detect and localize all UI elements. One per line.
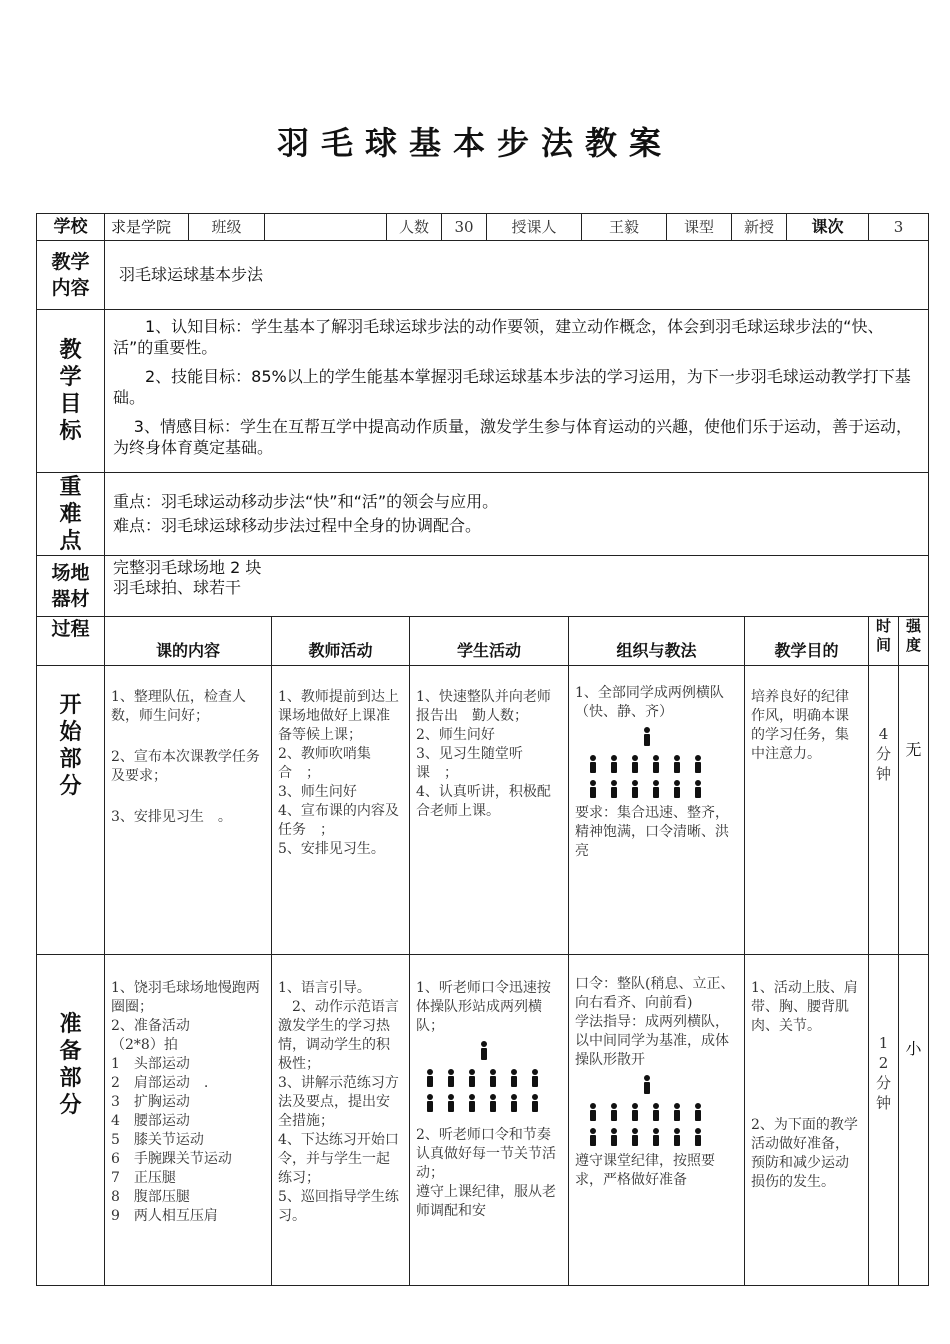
prep-org-item: 学法指导：成两列横队，以中间同学为基准，成体操队形散开 <box>575 1014 729 1068</box>
venue-label-2: 器材 <box>51 588 90 610</box>
prep-teacher-item: 4、下达练习开始口令，并与学生一起练习； <box>278 1132 399 1186</box>
prep-label <box>37 955 105 1286</box>
start-time-1: 分 <box>875 745 891 763</box>
prep-content-item: 6 手腕踝关节运动 <box>111 1151 232 1167</box>
prep-organization <box>569 955 745 1286</box>
start-teacher-item: 5、安排见习生。 <box>278 841 385 857</box>
col-student: 学生活动 <box>410 617 569 666</box>
venue-label-1: 场地 <box>51 562 90 584</box>
row-1 <box>427 1069 538 1087</box>
start-label <box>37 666 105 955</box>
start-content-item: 3、安排见习生 。 <box>111 809 232 825</box>
page-title: 羽毛球基本步法教案 <box>276 124 673 162</box>
goals-label-3: 标 <box>59 419 82 444</box>
prep-content-item: 2、准备活动 <box>111 1018 190 1034</box>
key-difficulty: 难点：羽毛球运球移动步法过程中全身的协调配合。 <box>113 516 482 535</box>
prep-content <box>105 955 272 1286</box>
content-label-1: 教学 <box>51 251 90 273</box>
start-student-item: 3、见习生随堂听课 ； <box>416 746 523 781</box>
goal-skill: 2、技能目标：85%以上的学生能基本掌握羽毛球运球基本步法的学习运用，为下一步羽毛球运动教学打下基础。 <box>113 367 911 407</box>
prep-content-item: 2 肩部运动 . <box>111 1075 209 1091</box>
prep-content-item: 3 扩胸运动 <box>111 1094 190 1110</box>
prep-purpose-item: 1、活动上肢、肩带、胸、腰背肌肉、关节。 <box>751 980 858 1034</box>
process-header-row <box>37 617 929 666</box>
prep-time-1: 2 <box>878 1054 889 1072</box>
key-row <box>37 473 929 556</box>
start-student-item: 4、认真听讲，积极配合老师上课。 <box>416 784 551 819</box>
class-label: 班级 <box>189 214 265 241</box>
prep-content-item: 8 腹部压腿 <box>111 1189 190 1205</box>
key-label-2: 点 <box>59 528 82 554</box>
type-label: 课型 <box>667 214 732 241</box>
col-content: 课的内容 <box>105 617 272 666</box>
venue-label <box>37 556 105 617</box>
row-1 <box>590 1103 701 1121</box>
key-focus: 重点：羽毛球运动移动步法“快”和“活”的领会与应用。 <box>113 492 499 511</box>
prep-content-item: 4 腰部运动 <box>111 1113 190 1129</box>
key-label <box>37 473 105 556</box>
goals-label-0: 教 <box>59 338 82 363</box>
venue-text <box>105 556 929 617</box>
start-student-item: 2、师生问好 <box>416 727 495 743</box>
start-label-2: 部 <box>59 747 82 772</box>
goals-label-2: 目 <box>59 392 82 417</box>
formation-figure-prep-1 <box>422 1040 562 1114</box>
venue-line-2: 羽毛球拍、球若干 <box>113 578 242 597</box>
goal-cognitive: 1、认知目标：学生基本了解羽毛球运球步法的动作要领，建立动作概念，体会到羽毛球运球步法的“快、活”的重要性。 <box>113 317 884 357</box>
school-label: 学校 <box>37 214 105 241</box>
prep-teacher-item: 2、动作示范语言激发学生的学习热情，调动学生的积极性； <box>278 999 399 1072</box>
prep-time <box>869 955 899 1286</box>
teacher-label: 授课人 <box>487 214 582 241</box>
start-label-1: 始 <box>59 720 82 745</box>
start-content-item: 2、宣布本次课教学任务及要求； <box>111 749 260 784</box>
goals-label-1: 学 <box>59 365 82 390</box>
prep-label-1: 备 <box>59 1039 82 1064</box>
row-2 <box>590 780 701 798</box>
prep-content-item: 9 两人相互压肩 <box>111 1208 218 1224</box>
prep-time-0: 1 <box>878 1034 889 1052</box>
key-label-0: 重 <box>59 474 82 500</box>
type-value: 新授 <box>732 214 787 241</box>
start-student-item: 1、快速整队并向老师报告出 勤人数； <box>416 689 551 724</box>
prep-purpose <box>745 955 869 1286</box>
prep-org-item: 口令：整队(稍息、立正、向右看齐、向前看) <box>575 976 735 1011</box>
prep-time-2: 分 <box>875 1074 891 1092</box>
teacher-figure <box>481 1041 487 1060</box>
prep-student-item: 遵守上课纪律，服从老师调配和安 <box>416 1184 556 1219</box>
prep-label-2: 部 <box>59 1066 82 1091</box>
content-row <box>37 241 929 310</box>
prep-content-item: 7 正压腿 <box>111 1170 176 1186</box>
prep-org-item: 遵守课堂纪律，按照要求，严格做好准备 <box>575 1153 715 1188</box>
prep-label-3: 分 <box>59 1093 82 1118</box>
col-time-0: 时 <box>875 617 891 635</box>
teacher-figure <box>644 1075 650 1094</box>
key-label-1: 难 <box>59 501 82 527</box>
prep-purpose-item: 2、为下面的教学活动做好准备，预防和减少运动损伤的发生。 <box>751 1117 858 1190</box>
col-time <box>869 617 899 666</box>
col-intensity <box>899 617 929 666</box>
start-org-item: 要求：集合迅速、整齐，精神饱满，口令清晰、洪亮 <box>575 805 729 859</box>
prep-teacher-item: 5、巡回指导学生练习。 <box>278 1189 399 1224</box>
col-organization: 组织与教法 <box>569 617 745 666</box>
prep-content-item: 5 膝关节运动 <box>111 1132 204 1148</box>
col-purpose: 教学目的 <box>745 617 869 666</box>
goals-label <box>37 310 105 473</box>
prep-content-item: 1、饶羽毛球场地慢跑两圈圈； <box>111 980 260 1015</box>
start-label-0: 开 <box>59 693 82 718</box>
process-label: 过程 <box>37 617 105 666</box>
count-value: 30 <box>442 214 487 241</box>
content-label <box>37 241 105 310</box>
col-intensity-0: 强 <box>906 617 922 635</box>
start-time-2: 钟 <box>875 765 891 783</box>
header-row <box>37 214 929 241</box>
start-purpose: 培养良好的纪律作风，明确本课的学习任务，集中注意力。 <box>745 666 869 955</box>
lesson-plan-table <box>36 213 928 1286</box>
start-content-item: 1、整理队伍，检查人数，师生问好； <box>111 689 246 724</box>
key-text <box>105 473 929 556</box>
start-time <box>869 666 899 955</box>
formation-figure-prep-2 <box>581 1074 741 1148</box>
prep-content-item: （2*8）拍 <box>111 1037 178 1053</box>
prep-intensity: 小 <box>899 955 929 1286</box>
start-time-0: 4 <box>878 725 889 743</box>
row-1 <box>590 755 701 773</box>
start-row <box>37 666 929 955</box>
prep-content-item: 1 头部运动 <box>111 1056 190 1072</box>
col-teacher: 教师活动 <box>272 617 410 666</box>
school-value: 求是学院 <box>105 214 189 241</box>
prep-teacher-item: 1、语言引导。 <box>278 980 371 996</box>
start-content <box>105 666 272 955</box>
prep-student-item: 2、听老师口令和节奏认真做好每一节关节活动； <box>416 1127 556 1181</box>
row-2 <box>590 1128 701 1146</box>
goals-row <box>37 310 929 473</box>
prep-teacher-item: 3、讲解示范练习方法及要点，提出安全措施； <box>278 1075 399 1129</box>
goals-text <box>105 310 929 473</box>
start-label-3: 分 <box>59 774 82 799</box>
start-teacher <box>272 666 410 955</box>
teacher-value: 王毅 <box>582 214 667 241</box>
prep-label-0: 准 <box>59 1012 82 1037</box>
start-intensity: 无 <box>899 666 929 955</box>
prep-time-3: 钟 <box>875 1094 891 1112</box>
prep-student-item: 1、听老师口令迅速按体操队形站成两列横队； <box>416 980 551 1034</box>
prep-teacher <box>272 955 410 1286</box>
start-org-item: 1、全部同学成两例横队（快、静、齐） <box>575 685 724 720</box>
content-label-2: 内容 <box>51 277 90 299</box>
start-organization <box>569 666 745 955</box>
start-teacher-item: 1、教师提前到达上课场地做好上课准备等候上课； <box>278 689 399 743</box>
venue-line-1: 完整羽毛球场地 2 块 <box>113 558 262 577</box>
prep-student <box>410 955 569 1286</box>
lesson-label: 课次 <box>787 214 869 241</box>
start-teacher-item: 2、教师吹哨集合 ； <box>278 746 371 781</box>
start-teacher-item: 4、宣布课的内容及任务 ； <box>278 803 399 838</box>
prep-row <box>37 955 929 1286</box>
content-text: 羽毛球运球基本步法 <box>105 241 929 310</box>
goal-affective: 3、情感目标：学生在互帮互学中提高动作质量，激发学生参与体育运动的兴趣，使他们乐于运动，善于运动，为终身体育奠定基础。 <box>113 417 912 457</box>
start-student <box>410 666 569 955</box>
class-value <box>265 214 387 241</box>
col-time-1: 间 <box>875 636 891 654</box>
lesson-value: 3 <box>869 214 929 241</box>
row-2 <box>427 1094 538 1112</box>
start-teacher-item: 3、师生问好 <box>278 784 357 800</box>
venue-row <box>37 556 929 617</box>
teacher-figure <box>644 727 650 746</box>
col-intensity-1: 度 <box>906 636 922 654</box>
formation-figure-start <box>581 726 741 800</box>
count-label: 人数 <box>387 214 442 241</box>
